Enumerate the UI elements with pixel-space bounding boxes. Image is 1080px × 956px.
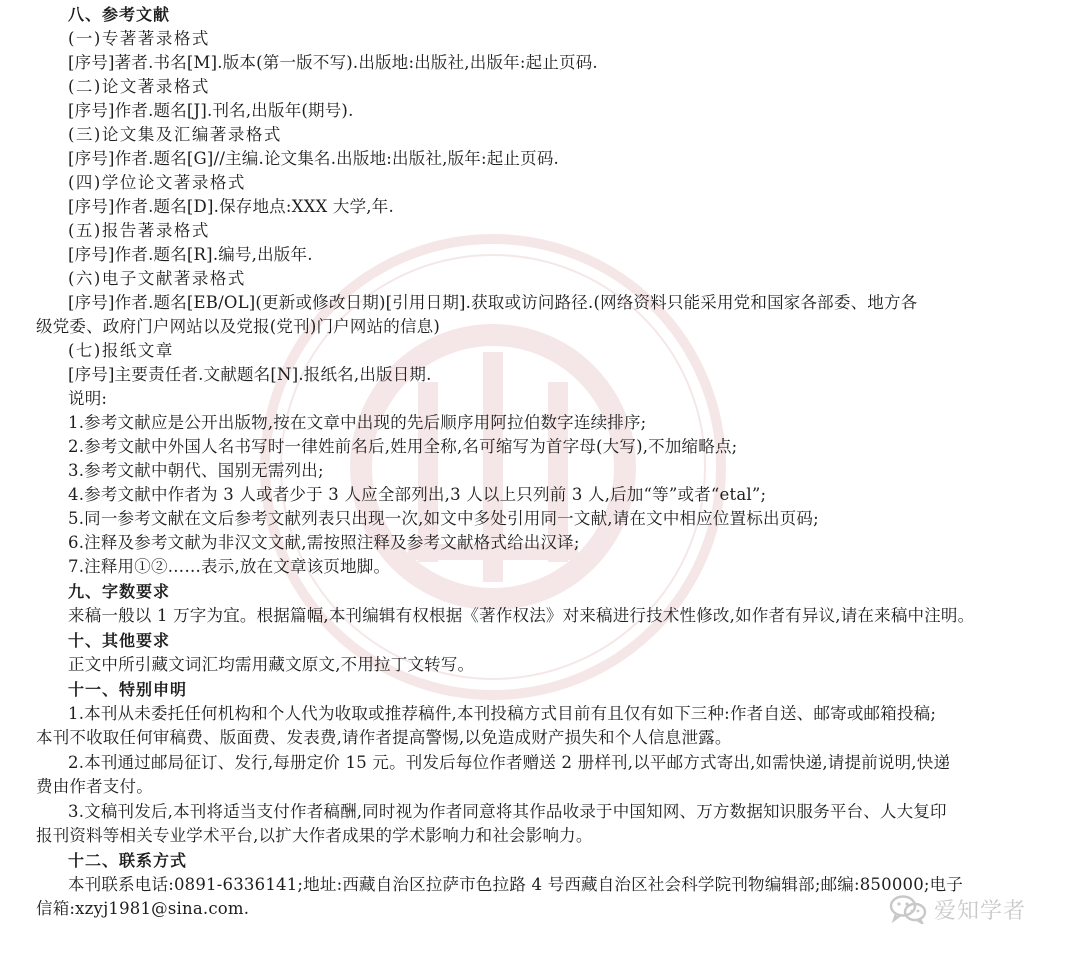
word-count-paragraph: 来稿一般以 1 万字为宜。根据篇幅,本刊编辑有权根据《著作权法》对来稿进行技术性修改,如作者有异议,请在来稿中注明。	[68, 606, 975, 625]
note-item: 4.参考文献中作者为 3 人或者少于 3 人应全部列出,3 人以上只列前 3 人,后加“等”或者“etal”;	[68, 485, 767, 504]
statement-paragraph-3: 3.文稿刊发后,本刊将适当支付作者稿酬,同时视为作者同意将其作品收录于中国知网、万方数据知识服务平台、人大复印	[68, 802, 947, 821]
format-line-monograph: [序号]著者.书名[M].版本(第一版不写).出版地:出版社,出版年:起止页码.	[68, 53, 598, 72]
contact-email-line: 信箱:xzyj1981@sina.com.	[36, 899, 250, 918]
subheading-thesis-format: (四)学位论文著录格式	[68, 173, 246, 192]
statement-paragraph-2: 2.本刊通过邮局征订、发行,每册定价 15 元。刊发后每位作者赠送 2 册样刊,以平邮方式寄出,如需快递,请提前说明,快递	[68, 753, 951, 772]
subheading-monograph-format: (一)专著著录格式	[68, 29, 210, 48]
subheading-report-format: (五)报告著录格式	[68, 221, 210, 240]
format-line-electronic: [序号]作者.题名[EB/OL](更新或修改日期)[引用日期].获取或访问路径.(网络资料只能采用党和国家各部委、地方各	[68, 293, 918, 312]
wechat-account-name: 爱知学者	[934, 898, 1027, 924]
section-heading-word-count: 九、字数要求	[68, 582, 171, 601]
note-item: 7.注释用①②……表示,放在文章该页地脚。	[68, 557, 391, 576]
section-heading-references: 八、参考文献	[68, 5, 171, 24]
wechat-icon	[888, 894, 928, 924]
format-line-article: [序号]作者.题名[J].刊名,出版年(期号).	[68, 101, 354, 120]
format-line-report: [序号]作者.题名[R].编号,出版年.	[68, 245, 313, 264]
section-heading-contact: 十二、联系方式	[68, 851, 188, 870]
wechat-account-badge	[888, 892, 1026, 926]
format-line-electronic-continued: 级党委、政府门户网站以及党报(党刊)门户网站的信息)	[36, 317, 441, 336]
note-item: 1.参考文献应是公开出版物,按在文章中出现的先后顺序用阿拉伯数字连续排序;	[68, 413, 647, 432]
note-item: 5.同一参考文献在文后参考文献列表只出现一次,如文中多处引用同一文献,请在文中相应位置标出页码;	[68, 509, 819, 528]
section-heading-special-statement: 十一、特别申明	[68, 680, 188, 699]
section-heading-other-requirements: 十、其他要求	[68, 631, 171, 650]
format-line-thesis: [序号]作者.题名[D].保存地点:XXX 大学,年.	[68, 197, 394, 216]
subheading-electronic-format: (六)电子文献著录格式	[68, 269, 246, 288]
contact-paragraph: 本刊联系电话:0891-6336141;地址:西藏自治区拉萨市色拉路 4 号西藏自治区社会科学院刊物编辑部;邮编:850000;电子	[68, 875, 964, 894]
subheading-article-format: (二)论文著录格式	[68, 77, 210, 96]
format-line-collection: [序号]作者.题名[G]//主编.论文集名.出版地:出版社,版年:起止页码.	[68, 149, 559, 168]
statement-paragraph-2-continued: 费由作者支付。	[36, 777, 153, 796]
subheading-newspaper-format: (七)报纸文章	[68, 341, 174, 360]
note-item: 6.注释及参考文献为非汉文文献,需按照注释及参考文献格式给出汉译;	[68, 533, 580, 552]
subheading-collection-format: (三)论文集及汇编著录格式	[68, 125, 282, 144]
statement-paragraph-1-continued: 本刊不收取任何审稿费、版面费、发表费,请作者提高警惕,以免造成财产损失和个人信息泄露。	[36, 728, 732, 747]
note-item: 2.参考文献中外国人名书写时一律姓前名后,姓用全称,名可缩写为首字母(大写),不加缩略点;	[68, 437, 738, 456]
statement-paragraph-3-continued: 报刊资料等相关专业学术平台,以扩大作者成果的学术影响力和社会影响力。	[36, 826, 593, 845]
note-item: 3.参考文献中朝代、国别无需列出;	[68, 461, 324, 480]
format-line-newspaper: [序号]主要责任者.文献题名[N].报纸名,出版日期.	[68, 365, 432, 384]
statement-paragraph-1: 1.本刊从未委托任何机构和个人代为收取或推荐稿件,本刊投稿方式目前有且仅有如下三种:作者自送、邮寄或邮箱投稿;	[68, 704, 937, 723]
other-requirements-paragraph: 正文中所引藏文词汇均需用藏文原文,不用拉丁文转写。	[68, 655, 475, 674]
notes-label: 说明:	[68, 389, 108, 408]
